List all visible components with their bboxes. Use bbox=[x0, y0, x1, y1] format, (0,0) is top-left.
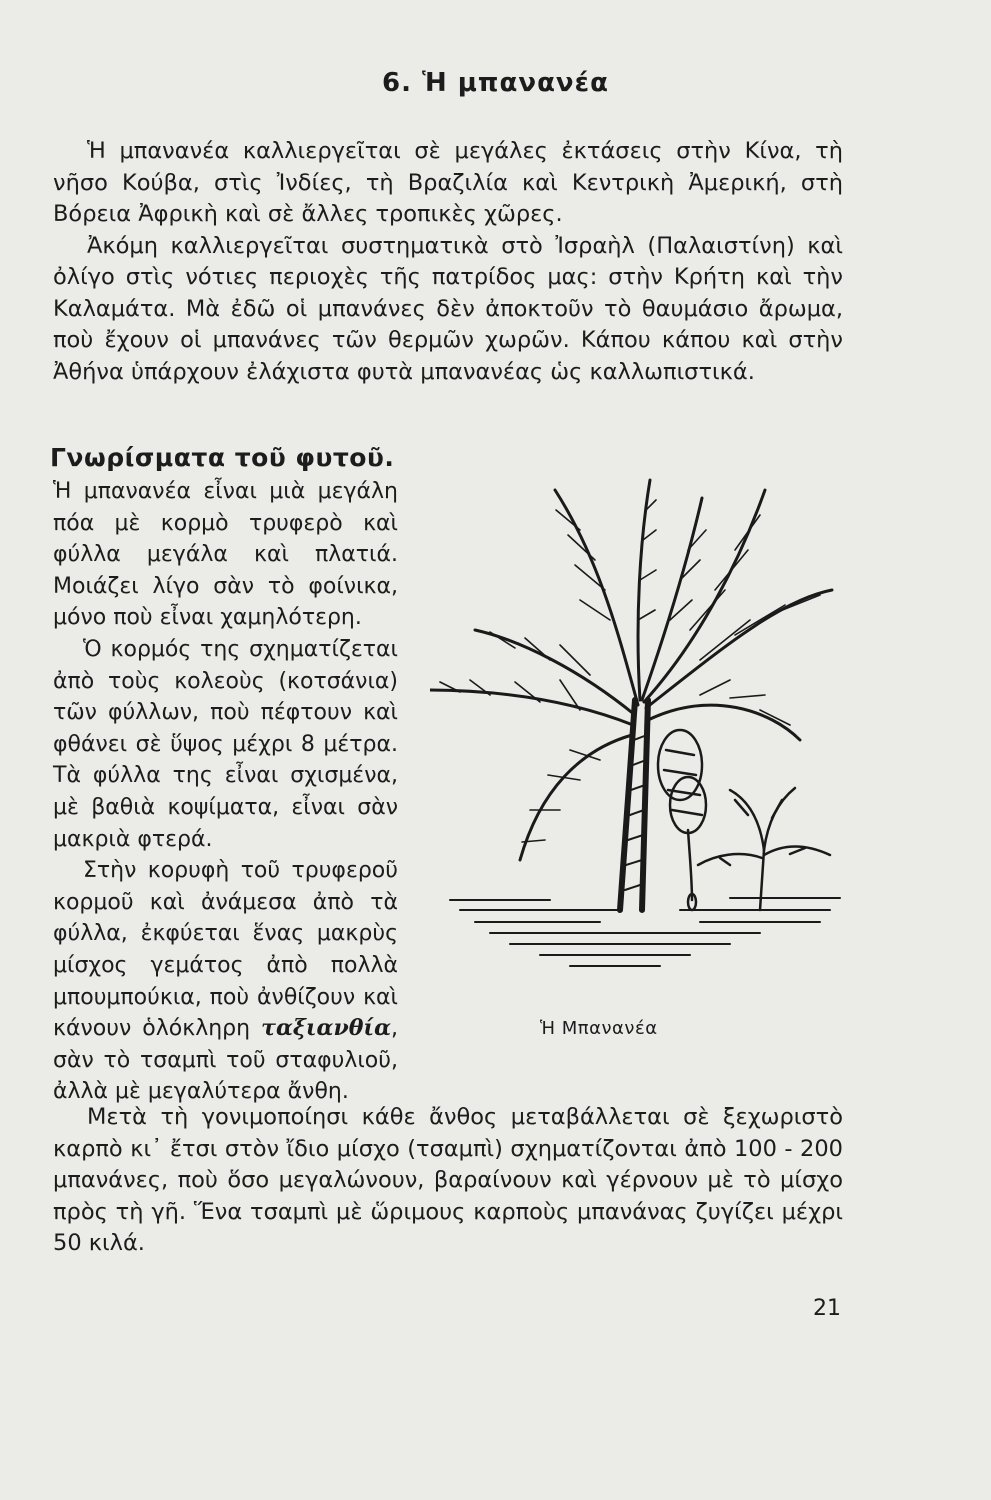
features-paragraph-2: Ὁ κορμός της σχηματίζεται ἀπὸ τοὺς κολεοὺς (κοτσάνια) τῶν φύλλων, ποὺ πέφτουν καὶ φθάνει σὲ ὕψος μέχρι 8 μέτρα. Τὰ φύλλα της εἶναι σχισμένα, μὲ βαθιὰ κοψίματα, εἶναι σὰν μακριὰ φτερά. bbox=[53, 636, 398, 852]
intro-text bbox=[53, 136, 843, 388]
features-paragraph-3 bbox=[53, 855, 398, 1108]
para3-emphasis: ταξιανθία bbox=[261, 1015, 391, 1042]
left-column-text bbox=[53, 476, 398, 1108]
para3-after: , σὰν τὸ τσαμπὶ τοῦ σταφυλιοῦ, ἀλλὰ μὲ μεγαλύτερα ἄνθη. bbox=[53, 1016, 398, 1105]
bottom-paragraph: Μετὰ τὴ γονιμοποίησι κάθε ἄνθος μεταβάλλεται σὲ ξεχωριστὸ καρπὸ κι᾿ ἔτσι στὸν ἴδιο μίσχο (τσαμπὶ) σχηματίζονται ἀπὸ 100 - 200 μπανάνες, ποὺ ὅσο μεγαλώνουν, βαραίνουν καὶ γέρνουν μὲ τὸ μίσχο πρὸς τὴ γῆ. Ἕνα τσαμπὶ μὲ ὥριμους καρποὺς μπανάνας ζυγίζει μέχρι 50 κιλά. bbox=[53, 1104, 843, 1256]
intro-paragraph-2: Ἀκόμη καλλιεργεῖται συστηματικὰ στὸ Ἰσραὴλ (Παλαιστίνη) καὶ ὀλίγο στὶς νότιες περιοχὲς τῆς πατρίδος μας: στὴν Κρήτη καὶ τὴν Καλαμάτα. Μὰ ἐδῶ οἱ μπανάνες δὲν ἀποκτοῦν τὸ θαυμάσιο ἄρωμα, ποὺ ἔχουν οἱ μπανάνες τῶν θερμῶν χωρῶν. Κάπου κάπου καὶ στὴν Ἀθήνα ὑπάρχουν ἐλάχιστα φυτὰ μπανανέας ὡς καλλωπιστικά. bbox=[53, 232, 843, 385]
chapter-title: 6. Ἡ μπανανέα bbox=[382, 68, 609, 98]
bottom-text bbox=[53, 1102, 843, 1260]
para3-before: Στὴν κορυφὴ τοῦ τρυφεροῦ κορμοῦ καὶ ἀνάμεσα ἀπὸ τὰ φύλλα, ἐκφύεται ἕνας μακρὺς μίσχος γεμάτος ἀπὸ πολλὰ μπουμπούκια, ποὺ ἀνθίζουν καὶ κάνουν ὁλόκληρη bbox=[53, 858, 398, 1042]
banana-plant-illustration bbox=[430, 470, 850, 980]
section-title: Γνωρίσματα τοῦ φυτοῦ. bbox=[50, 443, 395, 472]
figure-caption: Ἡ Μπανανέα bbox=[540, 1018, 658, 1039]
intro-paragraph-1: Ἡ μπανανέα καλλιεργεῖται σὲ μεγάλες ἐκτάσεις στὴν Κίνα, τὴ νῆσο Κούβα, στὶς Ἰνδίες, τὴ Βραζιλία καὶ Κεντρικὴ Ἀμερική, στὴ Βόρεια Ἀφρικὴ καὶ σὲ ἄλλες τροπικὲς χῶρες. bbox=[53, 138, 843, 227]
page-number: 21 bbox=[813, 1296, 841, 1321]
features-paragraph-1: Ἡ μπανανέα εἶναι μιὰ μεγάλη πόα μὲ κορμὸ τρυφερὸ καὶ φύλλα μεγάλα καὶ πλατιά. Μοιάζει λίγο σὰν τὸ φοίνικα, μόνο ποὺ εἶναι χαμηλότερη. bbox=[53, 479, 398, 631]
